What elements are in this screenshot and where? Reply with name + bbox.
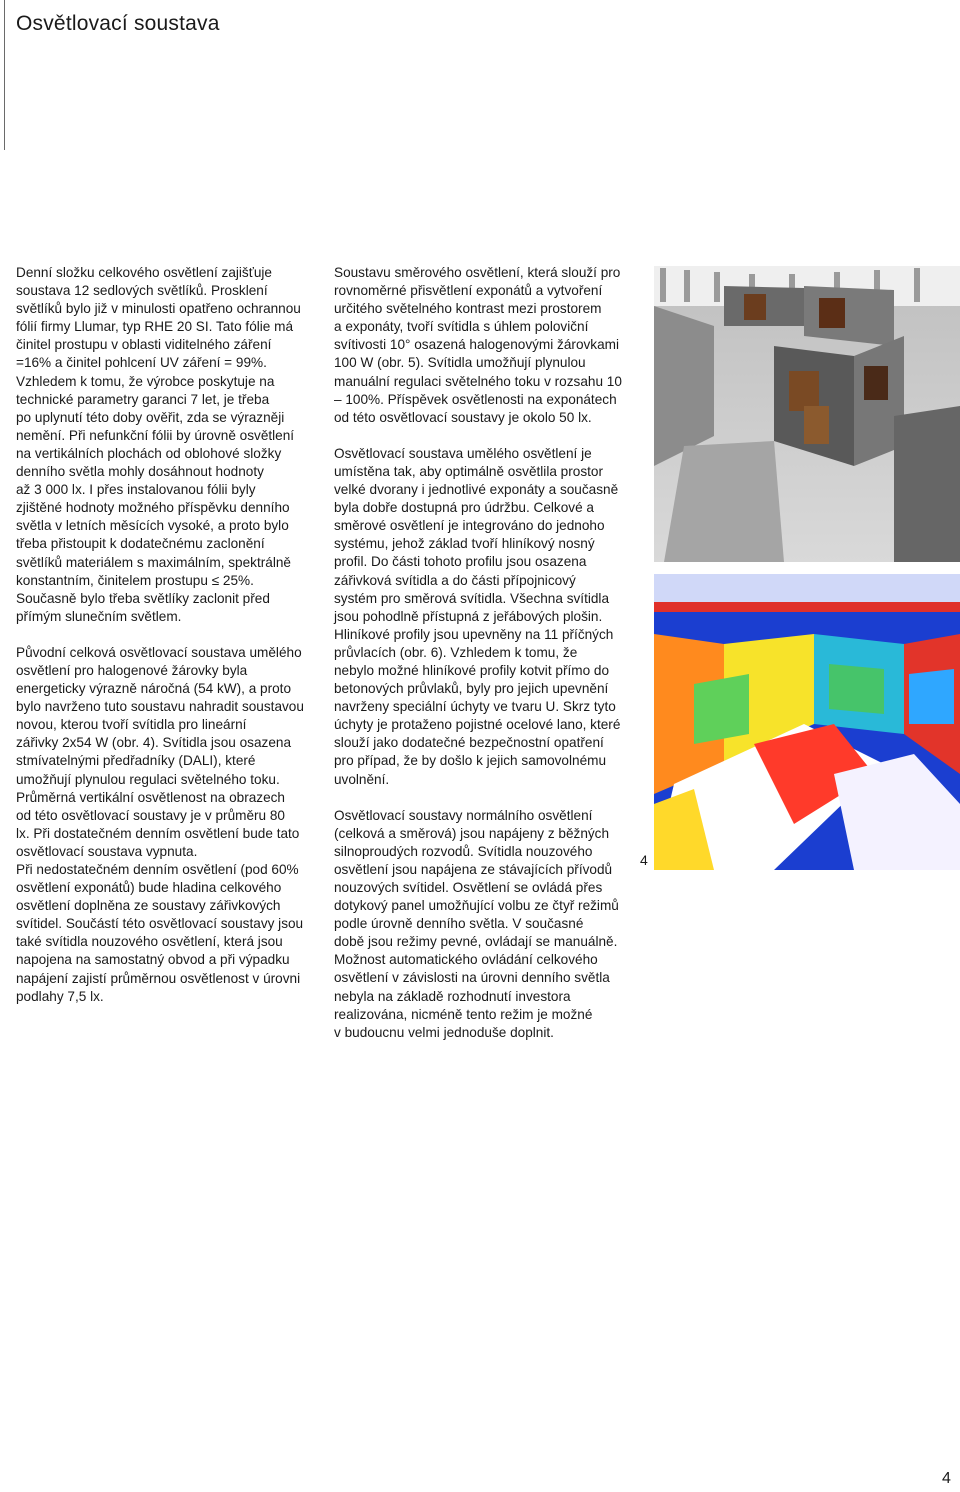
header-rule — [0, 0, 5, 150]
illuminance-falsecolor-image — [654, 574, 960, 870]
paragraph-daylight: Denní složku celkového osvětlení zajišťuje soustava 12 sedlových světlíků. Prosklení světlíků bylo již v minulosti opatřeno ochrannou fólií firmy Llumar, typ RHE 20 SI. Tato fólie má činitel prostupu v oblasti viditelného záření =16% a činitel pohlcení UV záření = 99%. Vzhledem k tomu, že výrobce poskytuje na technické parametry garanci 7 let, je třeba po uplynutí této doby ověřit, zda se výrazněji nemění. Při nefunkční fólii by úrovně osvětlení na vertikálních plochách od oblohové složky denního světla mohly dosáhnout hodnoty až 3 000 lx. I přes instalovanou fólii byly zjištěné hodnoty možného příspěvku denního světla v letních měsících vysoké, a proto bylo třeba přistoupit k dodatečnému zaclonění světlíků materiálem s maximálním, spektrálně konstantním, činitelem prostupu ≤ 25%. Současně bylo třeba světlíky zaclonit před přímým slunečním světlem. — [16, 265, 301, 624]
paragraph-power-control: Osvětlovací soustavy normálního osvětlení (celková a směrová) jsou napájeny z běžných silnoproudých rozvodů. Svítidla nouzového osvětlení jsou napájena ze stávajících přívodů nouzových svítidel. Osvětlení se ovládá přes dotykový panel umožňující volbu ze čtyř režimů podle úrovně denního světla. V současné době jsou režimy pevné, ovládají se manuálně. Možnost automatického ovládání celkového osvětlení v závislosti na úrovni denního světla nebyla na základě rozhodnutí investora realizována, nicméně tento režim je možné v budoucnu velmi jednoduše doplnit. — [334, 807, 619, 1040]
paragraph-lighting-placement: Osvětlovací soustava umělého osvětlení je umístěna tak, aby optimálně osvětlila prostor velké dvorany i jednotlivé exponáty a současně byla dobře dostupná pro údržbu. Celkové a směrové osvětlení je integrováno do jednoho systému, jehož základ tvoří hliníkový nosný profil. Do části tohoto profilu jsou osazena zářivková svítidla a do části přípojnicový systém pro směrová svítidla. Všechna svítidla jsou pohodlně přístupná z jeřábových plošin. Hliníkové profily jsou upevněny na 11 příčných průvlacích (obr. 6). Vzhledem k tomu, že nebylo možné hliníkové profily kotvit přímo do betonových průvlaků, byly pro jejich upevnění navrženy speciální úchyty ve tvaru U. Skrz tyto úchyty je protaženo pojistné ocelové lano, které slouží jako dodatečné bezpečnostní opatření pro případ, že by došlo k jejich samovolnému uvolnění. — [334, 445, 621, 787]
paragraph-general-lighting: Původní celková osvětlovací soustava umělého osvětlení pro halogenové žárovky byla energeticky výrazně náročná (54 kW), a proto bylo navrženo tuto soustavu nahradit soustavou novou, kterou tvoří svítidla pro lineární zářivky 2x54 W (obr. 4). Svítidla jsou osazena stmívatelnými předřadníky (DALI), které umožňují plynulou regulaci světelného toku. Průměrná vertikální osvětlenost na obrazech od této osvětlovací soustavy je v průměru 80 lx. Při dostatečném denním osvětlení bude tato osvětlovací soustava vypnuta. Při nedostatečném denním osvětlení (pod 60% osvětlení exponátů) bude hladina celkového osvětlení doplněna ze soustavy zářivkových svítidel. Součástí této osvětlovací soustavy jsou také svítidla nouzového osvětlení, která jsou napojena na samostatný obvod a při výpadku napájení zajistí průměrnou osvětlenost v úrovni podlahy 7,5 lx. — [16, 644, 304, 1004]
paragraph-directional-lighting: Soustavu směrového osvětlení, která slouží pro rovnoměrné přisvětlení exponátů a vytvoření určitého světelného kontrast mezi prostorem a exponáty, tvoří svítidla s úhlem poloviční svítivosti 10° osazená halogenovými žárovkami 100 W (obr. 5). Svítidla umožňují plynulou manuální regulaci světelného toku v rozsahu 10 – 100%. Příspěvek osvětlenosti na exponátech od této osvětlovací soustavy je okolo 50 lx. — [334, 265, 622, 425]
page-title: Osvětlovací soustava — [16, 12, 220, 35]
figure-number: 4 — [640, 852, 648, 868]
page-number: 4 — [942, 1470, 951, 1487]
middle-text-column — [334, 264, 632, 1060]
gallery-render-image — [654, 266, 960, 562]
left-text-column — [16, 264, 316, 1024]
